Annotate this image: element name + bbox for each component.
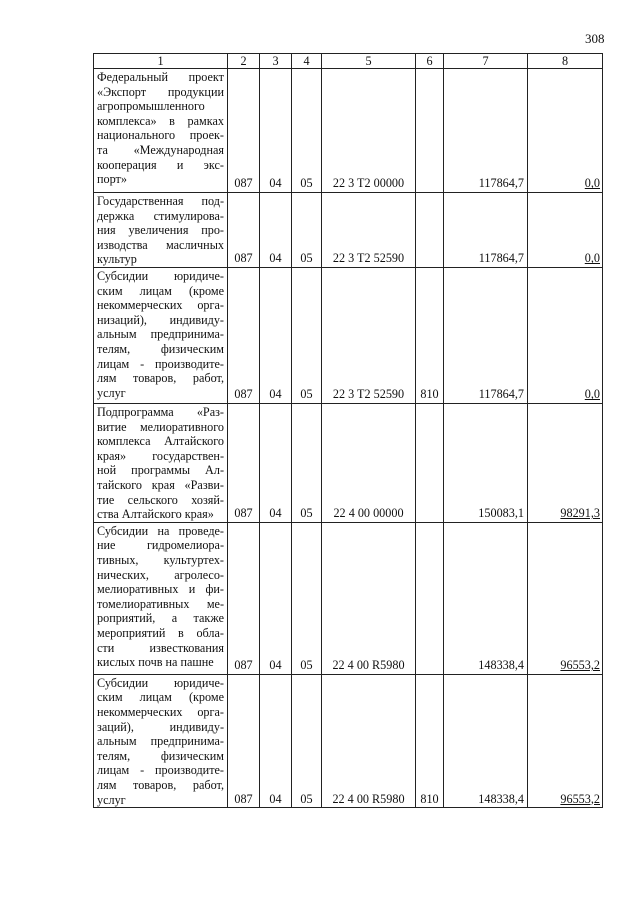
item-name-line: низаций), индивиду- <box>97 312 224 327</box>
target-article-value: 22 4 00 R5980 <box>332 791 405 806</box>
item-name-line: мелиоративных и фи- <box>97 582 224 597</box>
target-article-value: 22 4 00 R5980 <box>332 658 405 673</box>
amount-value: 117864,7 <box>478 387 524 402</box>
item-name-line: держка стимулирова- <box>97 208 224 223</box>
expense-type-cell <box>416 69 444 193</box>
ministry-code-value: 087 <box>234 387 253 402</box>
section-code-cell <box>260 69 292 193</box>
amount-cell <box>444 404 528 523</box>
amount-value: 150083,1 <box>478 506 524 521</box>
item-name-cell <box>94 193 228 268</box>
subsection-code-value: 05 <box>300 251 313 266</box>
section-code-cell <box>260 193 292 268</box>
item-name-line: лям товаров, работ, <box>97 371 224 386</box>
item-name-line: альным предпринима- <box>97 734 224 749</box>
item-name-line: тайского края «Разви- <box>97 477 224 492</box>
item-name-line: томелиоративных ме- <box>97 596 224 611</box>
subsection-code-cell <box>292 268 322 404</box>
amount-value: 117864,7 <box>478 251 524 266</box>
item-name-cell <box>94 69 228 193</box>
amount-value: 0,0 <box>584 251 600 266</box>
column-header: 4 <box>292 54 322 69</box>
item-name-cell <box>94 268 228 404</box>
item-name-line: нических, агролесо- <box>97 567 224 582</box>
item-name-line: национального проек- <box>97 128 224 143</box>
budget-table <box>93 53 603 808</box>
item-name-line: мероприятий в обла- <box>97 625 224 640</box>
item-name-line: лицам - производите- <box>97 763 224 778</box>
item-name-line: комплекса Алтайского <box>97 434 224 449</box>
item-name-cell <box>94 674 228 807</box>
amount-value: 96553,2 <box>560 791 600 806</box>
item-name-line: телям, физическим <box>97 748 224 763</box>
item-name-cell <box>94 522 228 674</box>
amount-cell <box>528 268 603 404</box>
item-name-line: Субсидии на проведе- <box>97 523 224 538</box>
page-number: 308 <box>585 31 605 46</box>
section-code-cell <box>260 674 292 807</box>
ministry-code-cell <box>228 522 260 674</box>
item-name-line: тие сельского хозяй- <box>97 492 224 507</box>
section-code-value: 04 <box>269 251 282 266</box>
item-name-line: ния увеличения про- <box>97 223 224 238</box>
column-header: 3 <box>260 54 292 69</box>
amount-cell <box>528 674 603 807</box>
target-article-cell <box>322 522 416 674</box>
column-header: 2 <box>228 54 260 69</box>
target-article-cell <box>322 404 416 523</box>
item-name-line: «Экспорт продукции <box>97 84 224 99</box>
subsection-code-value: 05 <box>300 658 313 673</box>
subsection-code-value: 05 <box>300 176 313 191</box>
amount-cell <box>444 193 528 268</box>
item-name-line: ства Алтайского края» <box>97 507 214 522</box>
subsection-code-value: 05 <box>300 506 313 521</box>
subsection-code-cell <box>292 522 322 674</box>
item-name-line: лям товаров, работ, <box>97 777 224 792</box>
ministry-code-cell <box>228 193 260 268</box>
amount-value: 98291,3 <box>560 506 600 521</box>
table-row <box>94 404 603 523</box>
table-body <box>94 69 603 808</box>
table-header-row <box>94 54 603 69</box>
amount-cell <box>444 69 528 193</box>
target-article-cell <box>322 674 416 807</box>
expense-type-cell <box>416 268 444 404</box>
item-name-line: услуг <box>97 385 126 400</box>
amount-value: 0,0 <box>584 387 600 402</box>
item-name-line: альным предпринима- <box>97 327 224 342</box>
item-name-line: порт» <box>97 172 127 187</box>
table-row <box>94 193 603 268</box>
subsection-code-cell <box>292 193 322 268</box>
section-code-cell <box>260 522 292 674</box>
ministry-code-cell <box>228 404 260 523</box>
ministry-code-cell <box>228 674 260 807</box>
amount-cell <box>444 674 528 807</box>
item-name-line: кооперация и экс- <box>97 157 224 172</box>
table-row <box>94 674 603 807</box>
ministry-code-value: 087 <box>234 658 253 673</box>
amount-value: 96553,2 <box>560 658 600 673</box>
item-name-line: телям, физическим <box>97 341 224 356</box>
amount-value: 148338,4 <box>478 791 524 806</box>
amount-cell <box>528 193 603 268</box>
expense-type-cell <box>416 674 444 807</box>
section-code-value: 04 <box>269 506 282 521</box>
section-code-value: 04 <box>269 658 282 673</box>
target-article-cell <box>322 268 416 404</box>
target-article-cell <box>322 69 416 193</box>
ministry-code-value: 087 <box>234 791 253 806</box>
section-code-value: 04 <box>269 176 282 191</box>
amount-value: 117864,7 <box>478 176 524 191</box>
amount-cell <box>528 404 603 523</box>
target-article-value: 22 3 T2 52590 <box>332 387 405 402</box>
item-name-line: ной программы Ал- <box>97 463 224 478</box>
item-name-line: Государственная под- <box>97 194 224 208</box>
amount-cell <box>528 522 603 674</box>
amount-value: 148338,4 <box>478 658 524 673</box>
column-header: 8 <box>528 54 603 69</box>
column-header: 7 <box>444 54 528 69</box>
item-name-line: тивных, культуртех- <box>97 552 224 567</box>
item-name-line: культур <box>97 252 137 267</box>
table-row <box>94 69 603 193</box>
ministry-code-cell <box>228 268 260 404</box>
item-name-line: сти известкования <box>97 640 224 655</box>
amount-cell <box>444 522 528 674</box>
item-name-line: услуг <box>97 792 126 807</box>
expense-type-value: 810 <box>420 791 439 806</box>
item-name-line: края» государствен- <box>97 448 224 463</box>
item-name-line: комплекса» в рамках <box>97 113 224 128</box>
subsection-code-cell <box>292 69 322 193</box>
ministry-code-value: 087 <box>234 506 253 521</box>
amount-cell <box>528 69 603 193</box>
section-code-value: 04 <box>269 791 282 806</box>
section-code-value: 04 <box>269 387 282 402</box>
item-name-line: ским лицам (кроме <box>97 283 224 298</box>
item-name-line: некоммерческих орга- <box>97 298 224 313</box>
column-header: 1 <box>94 54 228 69</box>
expense-type-cell <box>416 522 444 674</box>
item-name-line: лицам - производите- <box>97 356 224 371</box>
item-name-line: Субсидии юридиче- <box>97 269 224 283</box>
item-name-line: агропромышленного <box>97 99 205 114</box>
table-row <box>94 268 603 404</box>
item-name-line: ским лицам (кроме <box>97 690 224 705</box>
item-name-cell <box>94 404 228 523</box>
subsection-code-cell <box>292 674 322 807</box>
expense-type-cell <box>416 404 444 523</box>
expense-type-value: 810 <box>420 387 439 402</box>
item-name-line: ние гидромелиора- <box>97 538 224 553</box>
amount-cell <box>444 268 528 404</box>
ministry-code-value: 087 <box>234 251 253 266</box>
item-name-line: изводства масличных <box>97 237 224 252</box>
target-article-value: 22 3 T2 52590 <box>332 251 405 266</box>
subsection-code-value: 05 <box>300 387 313 402</box>
table-row <box>94 522 603 674</box>
item-name-line: роприятий, а также <box>97 611 224 626</box>
subsection-code-value: 05 <box>300 791 313 806</box>
item-name-line: Субсидии юридиче- <box>97 675 224 690</box>
item-name-line: Федеральный проект <box>97 70 224 84</box>
expense-type-cell <box>416 193 444 268</box>
subsection-code-cell <box>292 404 322 523</box>
target-article-value: 22 3 T2 00000 <box>332 176 405 191</box>
ministry-code-value: 087 <box>234 176 253 191</box>
column-header: 6 <box>416 54 444 69</box>
item-name-line: заций), индивиду- <box>97 719 224 734</box>
column-header: 5 <box>322 54 416 69</box>
item-name-line: та «Международная <box>97 142 224 157</box>
item-name-line: кислых почв на пашне <box>97 655 214 670</box>
item-name-line: некоммерческих орга- <box>97 704 224 719</box>
item-name-line: Подпрограмма «Раз- <box>97 405 224 419</box>
amount-value: 0,0 <box>584 176 600 191</box>
target-article-cell <box>322 193 416 268</box>
item-name-line: витие мелиоративного <box>97 419 224 434</box>
section-code-cell <box>260 404 292 523</box>
section-code-cell <box>260 268 292 404</box>
ministry-code-cell <box>228 69 260 193</box>
target-article-value: 22 4 00 00000 <box>333 506 404 521</box>
